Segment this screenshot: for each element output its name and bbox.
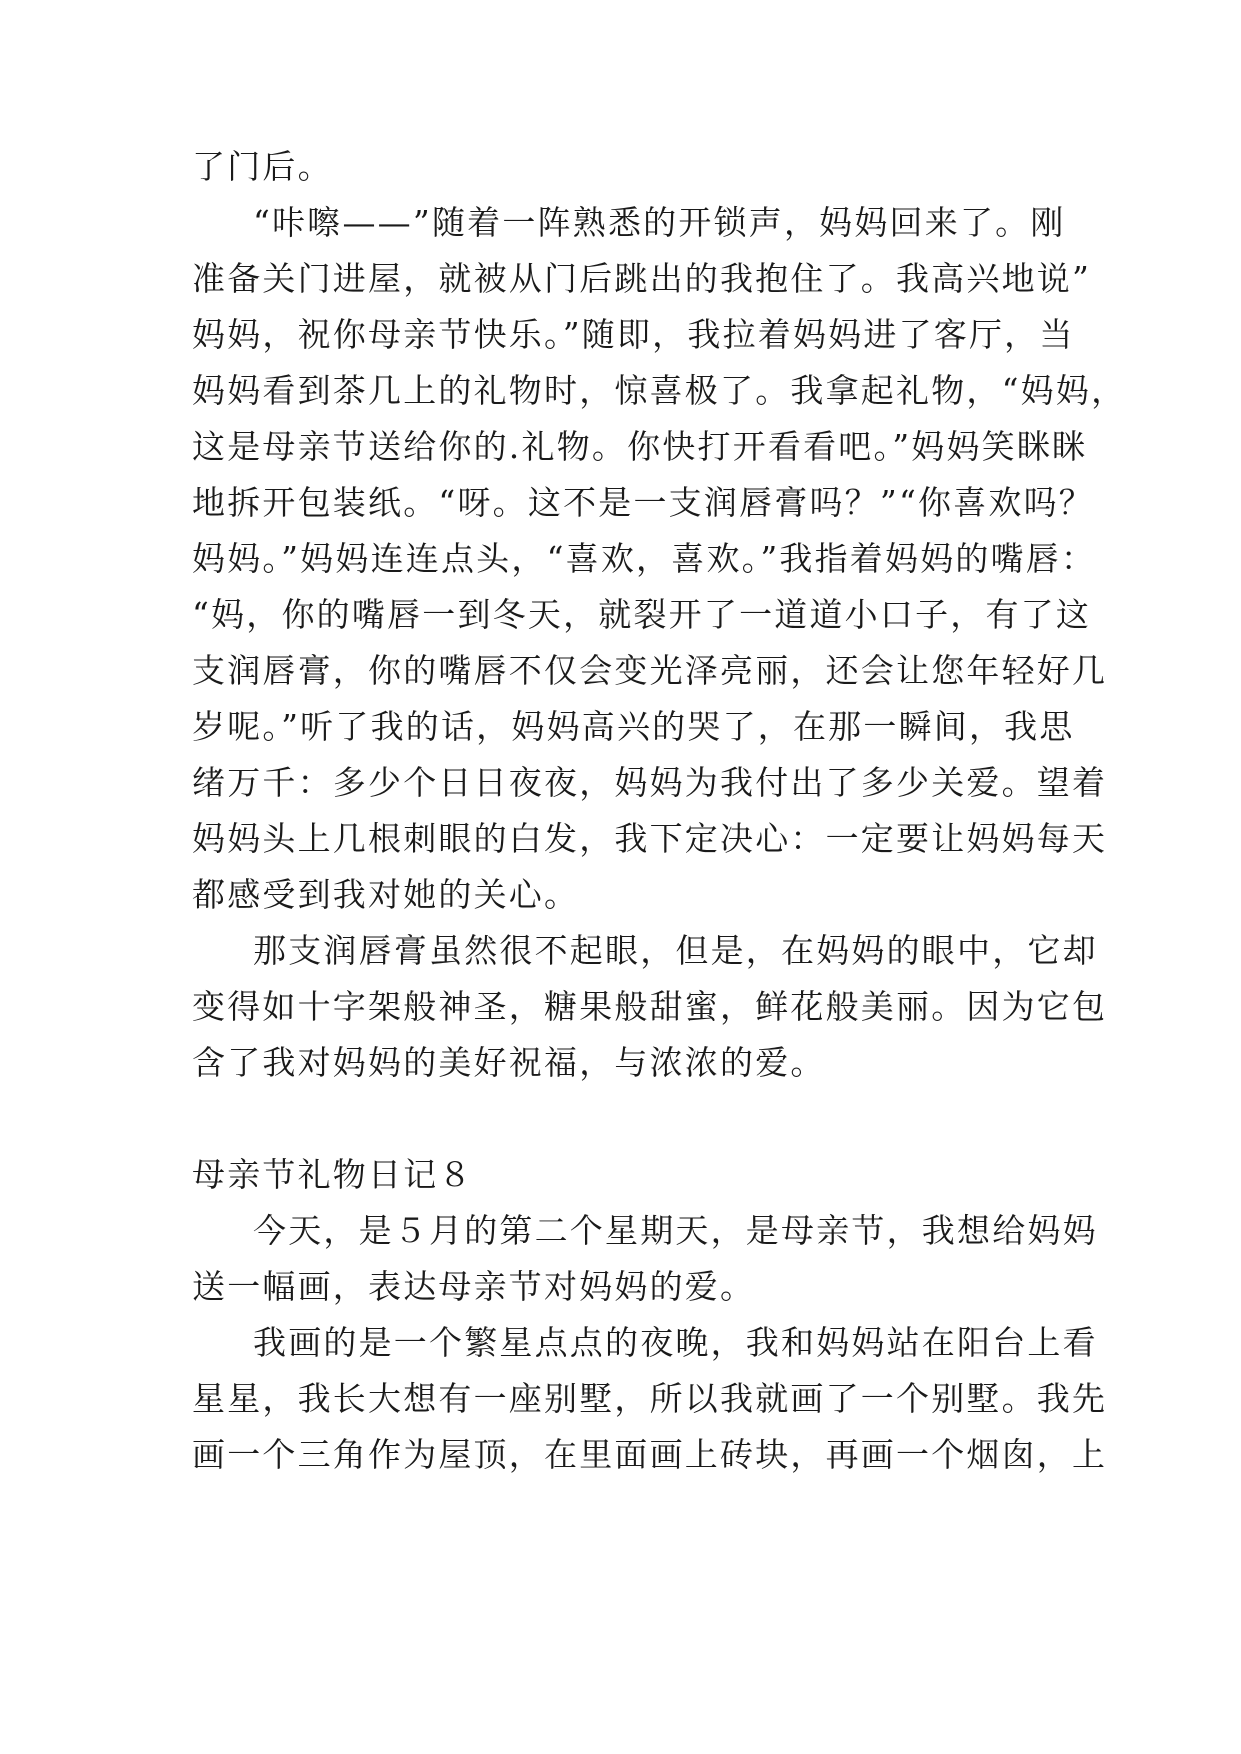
text-line: 岁呢。”听了我的话，妈妈高兴的哭了，在那一瞬间，我思: [192, 707, 1075, 746]
text-line: 星星，我长大想有一座别墅，所以我就画了一个别墅。我先: [192, 1379, 1108, 1418]
text-line: 送一幅画，表达母亲节对妈妈的爱。: [192, 1267, 756, 1306]
text-line: 绪万千：多少个日日夜夜，妈妈为我付出了多少关爱。望着: [192, 763, 1108, 802]
text-line: 妈妈。”妈妈连连点头，“喜欢，喜欢。”我指着妈妈的嘴唇：: [192, 539, 1097, 578]
paragraph-first-line: 今天，是５月的第二个星期天，是母亲节，我想给妈妈: [253, 1211, 1098, 1250]
text-line: 准备关门进屋，就被从门后跳出的我抱住了。我高兴地说”: [192, 259, 1092, 298]
text-line: 都感受到我对她的关心。: [192, 875, 580, 914]
text-line: 这是母亲节送给你的.礼物。你快打开看看吧。”妈妈笑眯眯: [192, 427, 1088, 466]
text-line: 妈妈看到茶几上的礼物时，惊喜极了。我拿起礼物，“妈妈，: [192, 371, 1127, 410]
text-line: 地拆开包装纸。“呀。这不是一支润唇膏吗？”“你喜欢吗？: [192, 483, 1095, 522]
text-line: 变得如十字架般神圣，糖果般甜蜜，鲜花般美丽。因为它包: [192, 987, 1108, 1026]
text-line: 含了我对妈妈的美好祝福，与浓浓的爱。: [192, 1043, 826, 1082]
text-line: 支润唇膏，你的嘴唇不仅会变光泽亮丽，还会让您年轻好几: [192, 651, 1108, 690]
text-line: 妈妈，祝你母亲节快乐。”随即，我拉着妈妈进了客厅，当: [192, 315, 1075, 354]
paragraph-first-line: 那支润唇膏虽然很不起眼，但是，在妈妈的眼中，它却: [253, 931, 1098, 970]
section-heading: 母亲节礼物日记８: [192, 1155, 474, 1194]
paragraph-first-line: 我画的是一个繁星点点的夜晚，我和妈妈站在阳台上看: [253, 1323, 1098, 1362]
text-line: 画一个三角作为屋顶，在里面画上砖块，再画一个烟囱，上: [192, 1435, 1108, 1474]
paragraph-first-line: “咔嚓——”随着一阵熟悉的开锁声，妈妈回来了。刚: [253, 203, 1066, 242]
text-line: “妈，你的嘴唇一到冬天，就裂开了一道道小口子，有了这: [192, 595, 1092, 634]
text-line: 妈妈头上几根刺眼的白发，我下定决心：一定要让妈妈每天: [192, 819, 1108, 858]
text-line: 了门后。: [192, 147, 333, 186]
